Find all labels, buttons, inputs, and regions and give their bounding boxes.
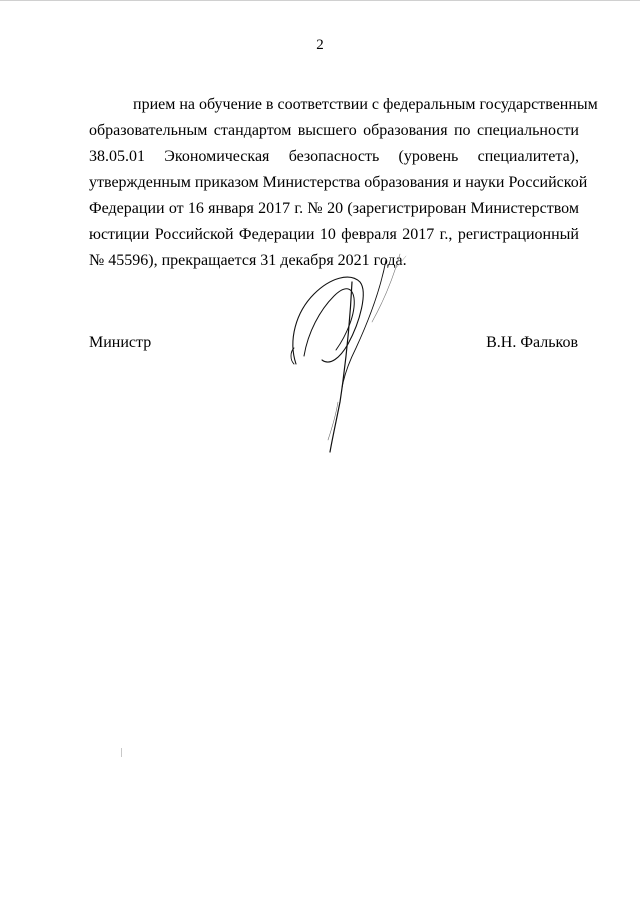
paragraph-line: № 45596), прекращается 31 декабря 2021 года. (89, 252, 407, 269)
page-top-edge (0, 0, 640, 1)
order-paragraph (89, 92, 598, 274)
signatory-name: В.Н. Фальков (486, 334, 578, 351)
page-number: 2 (316, 37, 324, 53)
handwritten-signature (268, 252, 418, 462)
signatory-position: Министр (89, 334, 152, 351)
paragraph-line: 38.05.01 Экономическая безопасность (уровень специалитета), (89, 148, 579, 165)
paragraph-line: образовательным стандартом высшего образования по специальности (89, 122, 579, 139)
paragraph-line: Федерации от 16 января 2017 г. № 20 (зарегистрирован Министерством (89, 200, 579, 217)
scan-mark (121, 748, 122, 757)
paragraph-line: юстиции Российской Федерации 10 февраля 2017 г., регистрационный (89, 226, 579, 243)
paragraph-line: утвержденным приказом Министерства образования и науки Российской (89, 174, 588, 191)
paragraph-line: прием на обучение в соответствии с федеральным государственным (133, 96, 598, 113)
